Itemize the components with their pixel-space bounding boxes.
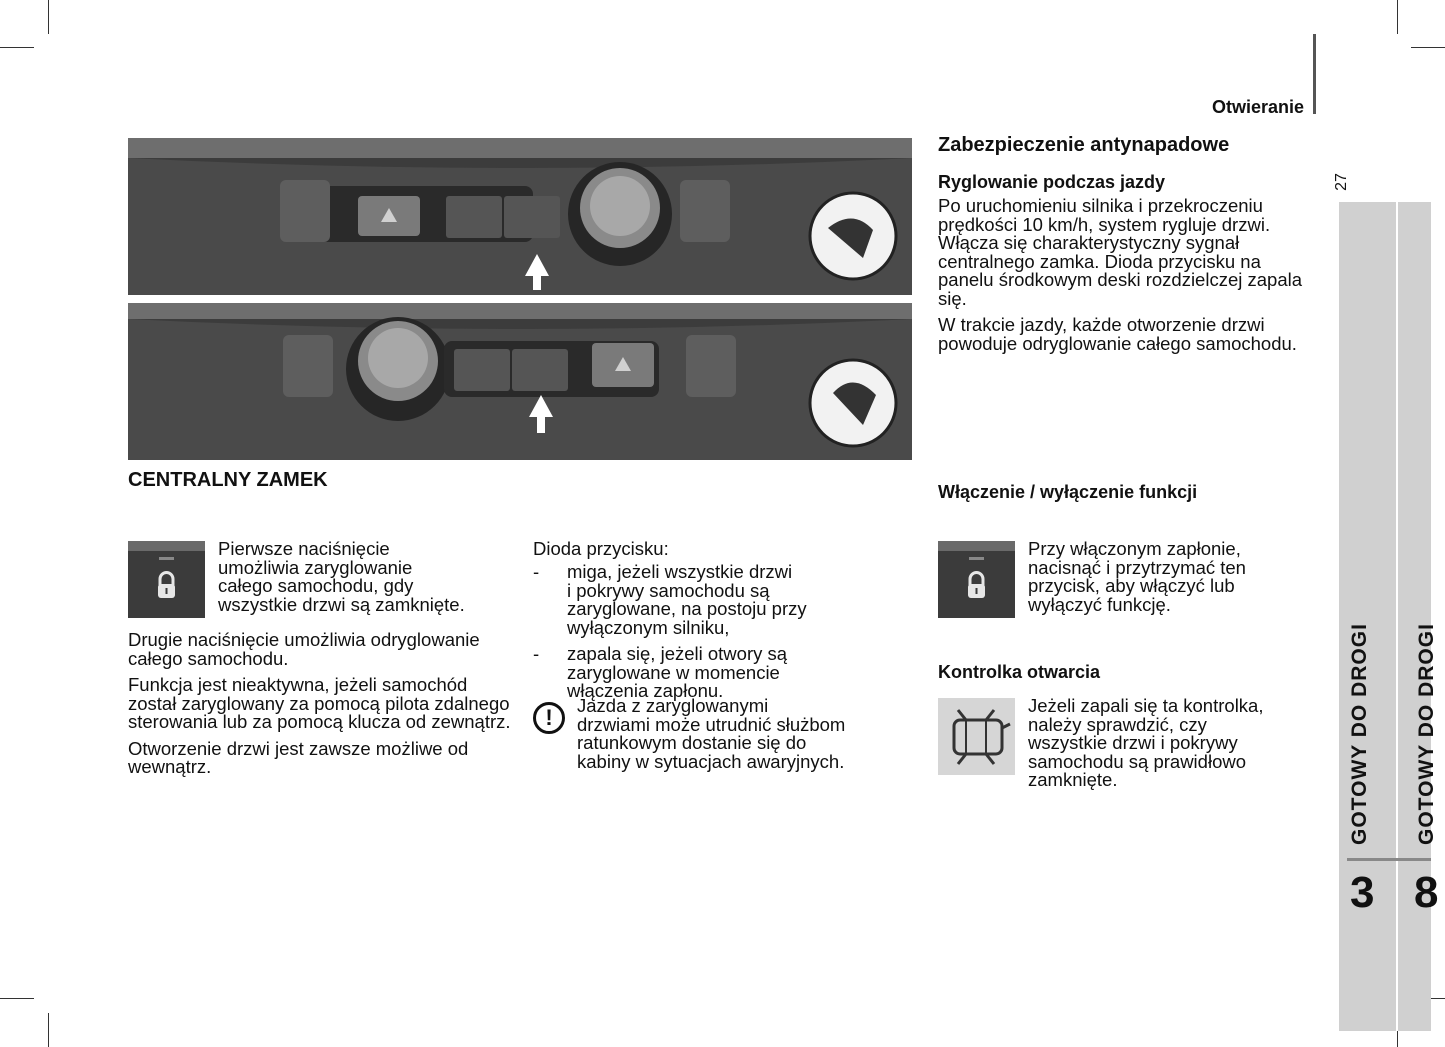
dashboard-illustration — [128, 138, 912, 295]
section-header: Otwieranie — [1211, 97, 1304, 117]
lock-button-icon — [938, 541, 1015, 618]
indicator-title: Kontrolka otwarcia — [938, 662, 1101, 682]
chapter-number: 3 — [1350, 868, 1375, 917]
paragraph: Drugie naciśnięcie umożliwia odryglowanie całego samochodu. — [128, 629, 480, 669]
car-doors-icon — [938, 698, 1015, 775]
list-item — [533, 563, 903, 637]
paragraph: Funkcja jest nieaktywna, jeżeli samochód został zaryglowany za pomocą pilota zdalnego sterowania lub za pomocą klucza od zewnątrz. — [128, 674, 511, 732]
chapter-label: GOTOWY DO DROGI — [1348, 623, 1371, 845]
toggle-text: Przy włączonym zapłonie, nacisnąć i przytrzymać ten przycisk, aby włączyć lub wyłączyć funkcję. — [1028, 538, 1246, 615]
dashboard-photo-top — [128, 138, 912, 295]
header-rule — [1313, 34, 1316, 114]
antinapad-title: Zabezpieczenie antynapadowe — [938, 134, 1230, 156]
list-dash: - — [533, 561, 540, 582]
diode-intro: Dioda przycisku: — [533, 538, 669, 559]
paragraph: Po uruchomieniu silnika i przekroczeniu prędkości 10 km/h, system rygluje drzwi. Włącza się charakterystyczny sygnał centralnego zamka. Dioda przycisku na panelu środkowym deski rozdzielczej zapala się. — [938, 195, 1303, 309]
page-number: 27 — [1333, 173, 1350, 191]
crop-mark — [0, 998, 34, 999]
crop-mark — [48, 0, 49, 34]
warning-icon: ! — [533, 702, 565, 734]
paragraph: Otworzenie drzwi jest zawsze możliwe od wewnątrz. — [128, 737, 469, 777]
lock-first-press-text: Pierwsze naciśnięcie umożliwia zaryglowanie całego samochodu, gdy wszystkie drzwi są zamknięte. — [218, 538, 465, 615]
central-lock-title: CENTRALNY ZAMEK — [128, 469, 328, 491]
warning-text: Jazda z zaryglowanymi drzwiami może utrudnić służbom ratunkowym dostanie się do kabiny w sytuacjach awaryjnych. — [577, 695, 846, 772]
lock-button-icon — [128, 541, 205, 618]
dashboard-illustration — [128, 303, 912, 460]
list-item-text: zapala się, jeżeli otwory są zaryglowane w momencie włączenia zapłonu. — [567, 643, 788, 701]
diode-list — [533, 563, 903, 701]
sidebar-divider — [1396, 202, 1398, 1031]
next-chapter-label: GOTOWY DO DROGI — [1415, 623, 1438, 845]
door-open-indicator-icon — [938, 698, 1015, 775]
antinapad-text — [938, 197, 1308, 361]
crop-mark — [48, 1013, 49, 1047]
chapter-rule — [1347, 858, 1431, 861]
antinapad-subtitle: Ryglowanie podczas jazdy — [938, 172, 1166, 192]
dashboard-photo-bottom — [128, 303, 912, 460]
toggle-title: Włączenie / wyłączenie funkcji — [938, 482, 1198, 502]
list-item-text: miga, jeżeli wszystkie drzwi i pokrywy samochodu są zaryglowane, na postoju przy wyłączonym silniku, — [567, 561, 807, 638]
central-lock-text — [128, 631, 513, 785]
list-dash: - — [533, 643, 540, 664]
padlock-icon — [128, 541, 205, 618]
paragraph: W trakcie jazdy, każde otworzenie drzwi powoduje odryglowanie całego samochodu. — [938, 314, 1297, 354]
indicator-text: Jeżeli zapali się ta kontrolka, należy sprawdzić, czy wszystkie drzwi i pokrywy samochodu są prawidłowo zamknięte. — [1028, 695, 1264, 790]
crop-mark — [1397, 0, 1398, 34]
crop-mark — [0, 47, 34, 48]
crop-mark — [1411, 47, 1445, 48]
next-chapter-number: 8 — [1414, 868, 1439, 917]
list-item — [533, 645, 903, 701]
padlock-icon — [938, 541, 1015, 618]
